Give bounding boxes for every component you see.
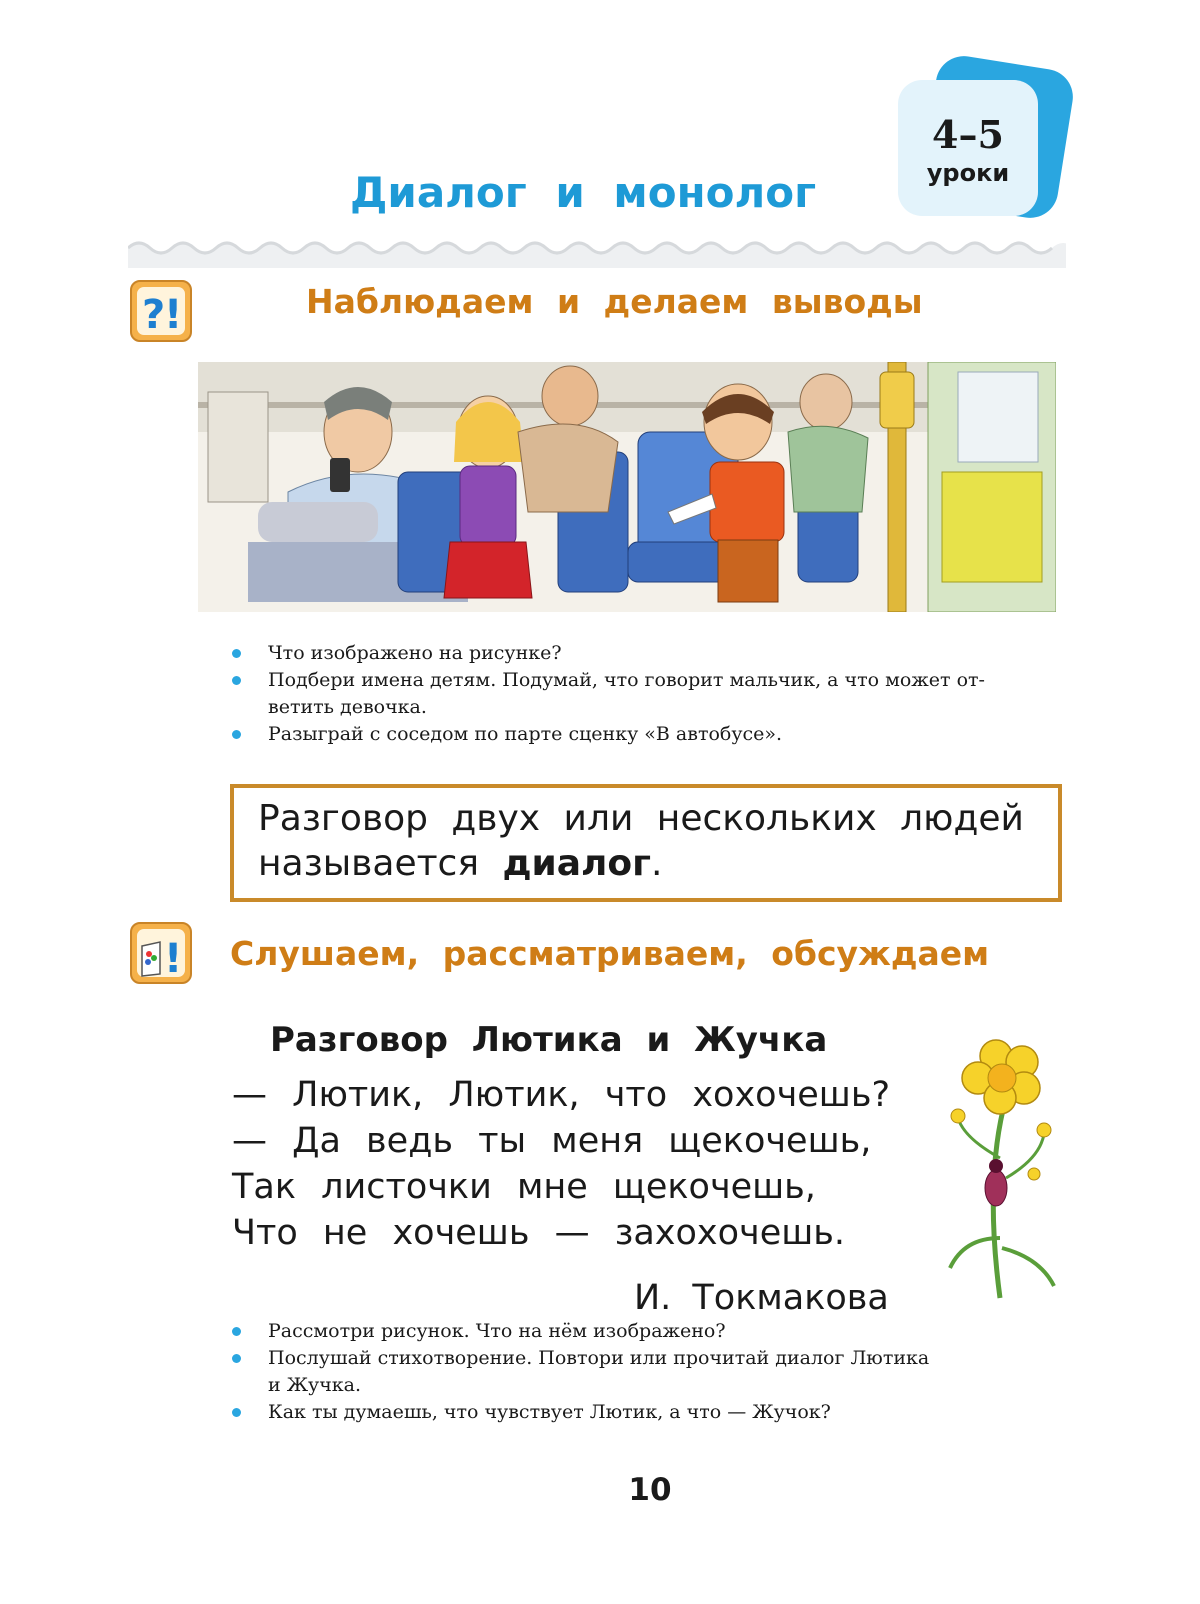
section-heading-observe: Наблюдаем и делаем выводы	[306, 282, 923, 321]
question-item: Что изображено на рисунке?	[232, 640, 1062, 667]
lesson-number: 4–5	[932, 112, 1004, 157]
bullet-dot	[232, 1408, 241, 1417]
bullet-dot	[232, 730, 241, 739]
page-number: 10	[628, 1472, 672, 1508]
section-heading-listen: Слушаем, рассматриваем, обсуждаем	[230, 934, 990, 973]
poem-line: — Лютик, Лютик, что хохочешь?	[232, 1075, 891, 1115]
question-item: Разыграй с соседом по парте сценку «В автобусе».	[232, 721, 1062, 748]
poem-line: Так листочки мне щекочешь,	[232, 1167, 816, 1207]
bullet-dot	[232, 676, 241, 685]
rule-end: .	[650, 843, 663, 884]
svg-text:!: !	[164, 292, 183, 338]
question-item: Послушай стихотворение. Повтори или прочитай диалог Лютика и Жучка.	[232, 1345, 1062, 1399]
svg-text:!: !	[164, 936, 183, 980]
question-item: Подбери имена детям. Подумай, что говорит мальчик, а что может от- ветить девочка.	[232, 667, 1062, 721]
book-exclamation-icon	[130, 922, 192, 984]
poem-line: Что не хочешь — захохочешь.	[232, 1213, 846, 1253]
bullet-dot	[232, 649, 241, 658]
poem-text	[232, 1072, 890, 1256]
bullet-dot	[232, 1327, 241, 1336]
poem-author: И. Токмакова	[634, 1278, 889, 1318]
poem-title: Разговор Лютика и Жучка	[270, 1020, 828, 1060]
rule-text: Разговор двух или нескольких людей называется	[258, 798, 1024, 884]
buttercup-illustration	[944, 1038, 1064, 1306]
lesson-word: уроки	[926, 159, 1010, 187]
bus-illustration	[198, 362, 1056, 612]
rule-box	[230, 784, 1062, 902]
poem-line: — Да ведь ты меня щекочешь,	[232, 1121, 872, 1161]
question-item: Рассмотри рисунок. Что на нём изображено?	[232, 1318, 1062, 1345]
bullet-dot	[232, 1354, 241, 1363]
questions-list-1	[232, 640, 1062, 748]
wavy-divider	[128, 234, 1066, 268]
question-item: Как ты думаешь, что чувствует Лютик, а что — Жучок?	[232, 1399, 1062, 1426]
page-title: Диалог и монолог	[349, 168, 817, 217]
questions-list-2	[232, 1318, 1062, 1426]
question-exclamation-icon	[130, 280, 192, 342]
svg-text:?: ?	[142, 292, 166, 338]
rule-term: диалог	[502, 843, 651, 884]
